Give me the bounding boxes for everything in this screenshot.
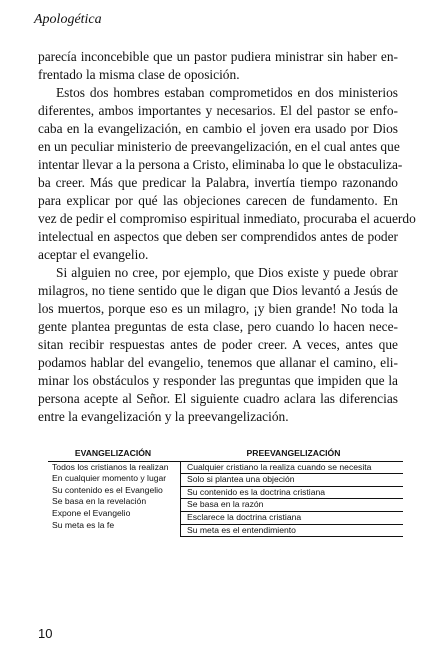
table-cell: Todos los cristianos la realizan [52, 461, 169, 472]
table-cell: Su contenido es la doctrina cristiana [181, 487, 403, 500]
table-cell: Esclarece la doctrina cristiana [181, 512, 403, 525]
text-line: vez de pedir el compromiso espiritual inmediato, procuraba el acuerdo [38, 211, 416, 226]
table-cell: Su contenido es el Evangelio [52, 484, 163, 495]
text-line: para explicar por qué las objeciones carecen de fundamento. En [38, 193, 398, 208]
body-text [38, 48, 416, 426]
text-line: milagros, no tiene sentido que le digan que Dios levantó a Jesús de [38, 283, 398, 298]
table-cell: En cualquier momento y lugar [52, 473, 167, 484]
table-header-preevangelizacion: PREEVANGELIZACIÓN [246, 448, 341, 458]
text-line: aceptar el evangelio. [38, 247, 149, 262]
text-line: intelectual en aspectos que deben ser comprendidos antes de poder [38, 229, 398, 244]
text-line: intentar llevar a la persona a Cristo, eliminaba lo que le obstaculiza- [38, 157, 403, 172]
table-body [48, 462, 403, 538]
text-line: gente plantea preguntas de esta clase, pero cuando lo hacen nece- [38, 319, 398, 334]
table-cell: Expone el Evangelio [52, 507, 131, 518]
comparison-table [48, 448, 403, 537]
paragraph-1 [38, 48, 398, 84]
text-line: parecía inconcebible que un pastor pudiera ministrar sin haber en- [38, 49, 398, 64]
table-cell: Se basa en la revelación [52, 496, 147, 507]
table-cell: Se basa en la razón [181, 499, 403, 512]
text-line: podamos hablar del evangelio, tenemos que allanar el camino, eli- [38, 355, 398, 370]
text-line: entre la evangelización y la preevangelización. [38, 409, 289, 424]
text-line: ba creer. Más que predicar la Palabra, invertía tiempo razonando [38, 175, 398, 190]
table-header-evangelizacion: EVANGELIZACIÓN [74, 448, 152, 458]
text-line: Estos dos hombres estaban comprometidos en dos ministerios [56, 85, 398, 100]
text-line: Si alguien no cree, por ejemplo, que Dios existe y puede obrar [56, 265, 398, 280]
text-line: diferentes, ambos importantes y necesarios. El del pastor se enfo- [38, 103, 398, 118]
paragraph-3 [38, 264, 398, 426]
text-line: frentado la misma clase de oposición. [38, 67, 240, 82]
table-column-preevangelizacion [181, 462, 403, 538]
table-cell: Su meta es la fe [52, 519, 115, 530]
table-cell: Cualquier cristiano la realiza cuando se necesita [181, 462, 403, 475]
text-line: en un peculiar ministerio de preevangelización, en el cual antes que [38, 139, 400, 154]
text-line: caba en la evangelización, en cambio el joven era usado por Dios [38, 121, 398, 136]
paragraph-2 [38, 84, 416, 264]
text-line: los muertos, porque eso es un milagro, ¡y bien grande! No toda la [38, 301, 398, 316]
page-number: 10 [38, 626, 53, 641]
text-line: persona acepte al Señor. El siguiente cuadro aclara las diferencias [38, 391, 398, 406]
running-title: Apologética [34, 12, 102, 27]
text-line: minar los obstáculos y responder las preguntas que impiden que la [38, 373, 398, 388]
table-column-evangelizacion [48, 462, 181, 538]
table-cell: Su meta es el entendimiento [181, 525, 403, 538]
table-cell: Solo si plantea una objeción [181, 474, 403, 487]
text-line: sitan recibir respuestas antes de poder creer. A veces, antes que [38, 337, 398, 352]
table-header-row [48, 448, 403, 462]
